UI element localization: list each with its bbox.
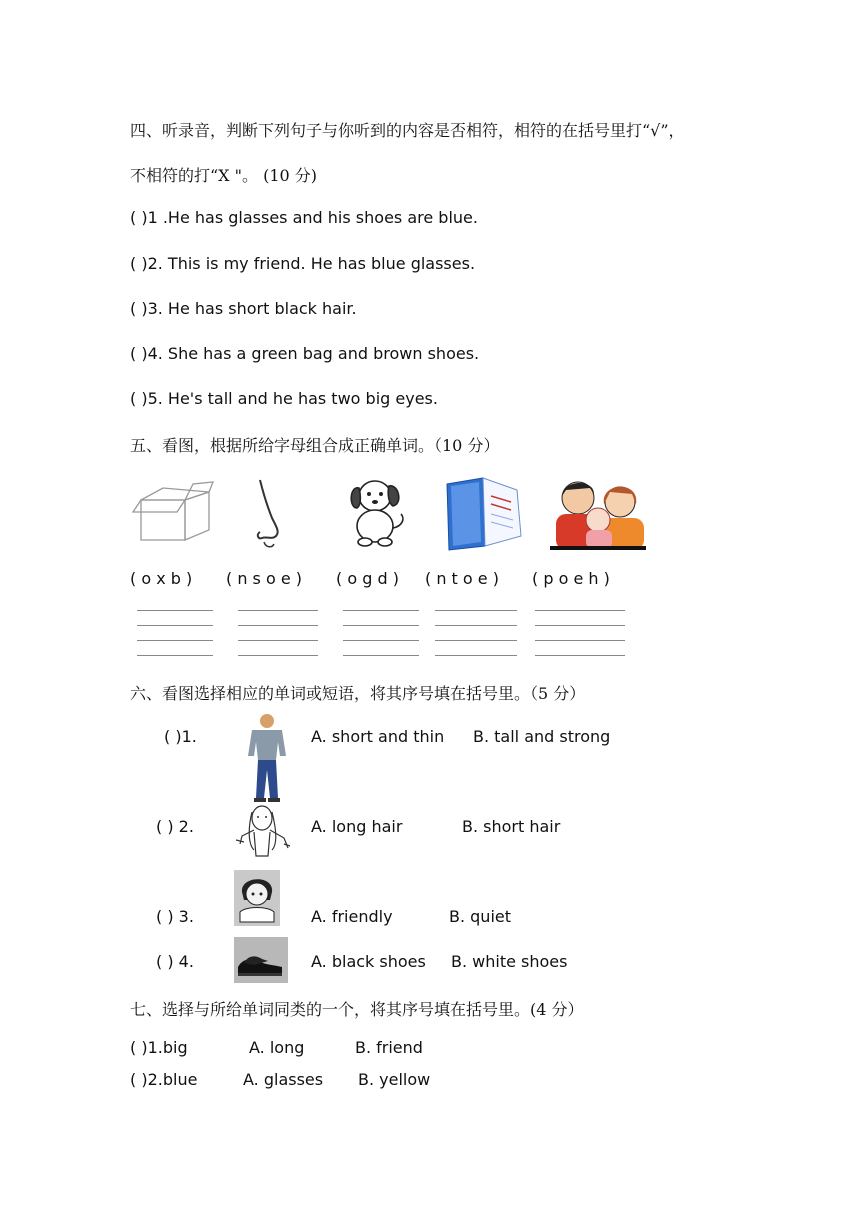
answer-bracket[interactable]: ( ) xyxy=(130,208,148,227)
choice-1-b: B. tall and strong xyxy=(473,727,611,746)
listen-item-1 xyxy=(130,208,478,227)
category-label-1[interactable]: ( )1.big xyxy=(130,1038,188,1057)
box-picture xyxy=(133,482,215,542)
answer-bracket[interactable]: ( ) xyxy=(130,389,148,408)
answer-bracket[interactable]: ( ) xyxy=(130,254,148,273)
choice-label-1[interactable]: ( )1. xyxy=(164,727,197,746)
item-text: 3. He has short black hair. xyxy=(147,299,357,318)
writing-lines-3[interactable] xyxy=(343,610,419,656)
item-text: 4. She has a green bag and brown shoes. xyxy=(147,344,480,363)
section7-title: 七、选择与所给单词同类的一个，将其序号填在括号里。(4 分） xyxy=(130,1000,584,1019)
choice-3-a: A. friendly xyxy=(311,907,393,926)
listen-item-5 xyxy=(130,389,438,408)
letters-3: ( o g d ) xyxy=(336,569,399,588)
category-2-b: B. yellow xyxy=(358,1070,431,1089)
category-1-a: A. long xyxy=(249,1038,305,1057)
writing-lines-2[interactable] xyxy=(238,610,318,656)
listen-item-3 xyxy=(130,299,357,318)
writing-lines-1[interactable] xyxy=(137,610,213,656)
section6-title: 六、看图选择相应的单词或短语，将其序号填在括号里。（5 分） xyxy=(130,684,586,703)
section5-title: 五、看图，根据所给字母组合成正确单词。（10 分） xyxy=(130,436,500,455)
black-shoes-picture xyxy=(234,937,288,983)
choice-4-a: A. black shoes xyxy=(311,952,426,971)
choice-2-a: A. long hair xyxy=(311,817,403,836)
choice-label-4[interactable]: ( ) 4. xyxy=(156,952,194,971)
answer-bracket[interactable]: ( ) xyxy=(130,299,148,318)
tall-man-picture xyxy=(246,712,288,802)
answer-bracket[interactable]: ( ) xyxy=(130,344,148,363)
nose-picture xyxy=(250,478,286,550)
category-2-a: A. glasses xyxy=(243,1070,324,1089)
letters-1: ( o x b ) xyxy=(130,569,193,588)
listen-item-4 xyxy=(130,344,479,363)
item-text: 5. He's tall and he has two big eyes. xyxy=(147,389,438,408)
item-text: 1 .He has glasses and his shoes are blue. xyxy=(147,208,478,227)
category-1-b: B. friend xyxy=(355,1038,423,1057)
choice-3-b: B. quiet xyxy=(449,907,512,926)
letters-5: ( p o e h ) xyxy=(532,569,610,588)
choice-label-3[interactable]: ( ) 3. xyxy=(156,907,194,926)
choice-label-2[interactable]: ( ) 2. xyxy=(156,817,194,836)
letters-4: ( n t o e ) xyxy=(425,569,499,588)
writing-lines-5[interactable] xyxy=(535,610,625,656)
section4-title-line1: 四、听录音，判断下列句子与你听到的内容是否相符，相符的在括号里打“√”， xyxy=(130,121,685,140)
category-label-2[interactable]: ( )2.blue xyxy=(130,1070,198,1089)
quiet-girl-picture xyxy=(234,870,280,926)
letters-2: ( n s o e ) xyxy=(226,569,303,588)
long-hair-girl-picture xyxy=(234,800,292,860)
choice-1-a: A. short and thin xyxy=(311,727,445,746)
note-picture xyxy=(437,476,527,550)
hope-family-picture xyxy=(550,476,646,550)
choice-2-b: B. short hair xyxy=(462,817,561,836)
dog-picture xyxy=(347,474,409,548)
writing-lines-4[interactable] xyxy=(435,610,517,656)
choice-4-b: B. white shoes xyxy=(451,952,568,971)
item-text: 2. This is my friend. He has blue glasses. xyxy=(147,254,476,273)
listen-item-2 xyxy=(130,254,475,273)
section4-title-line2: 不相符的打“X "。 (10 分) xyxy=(130,166,318,185)
